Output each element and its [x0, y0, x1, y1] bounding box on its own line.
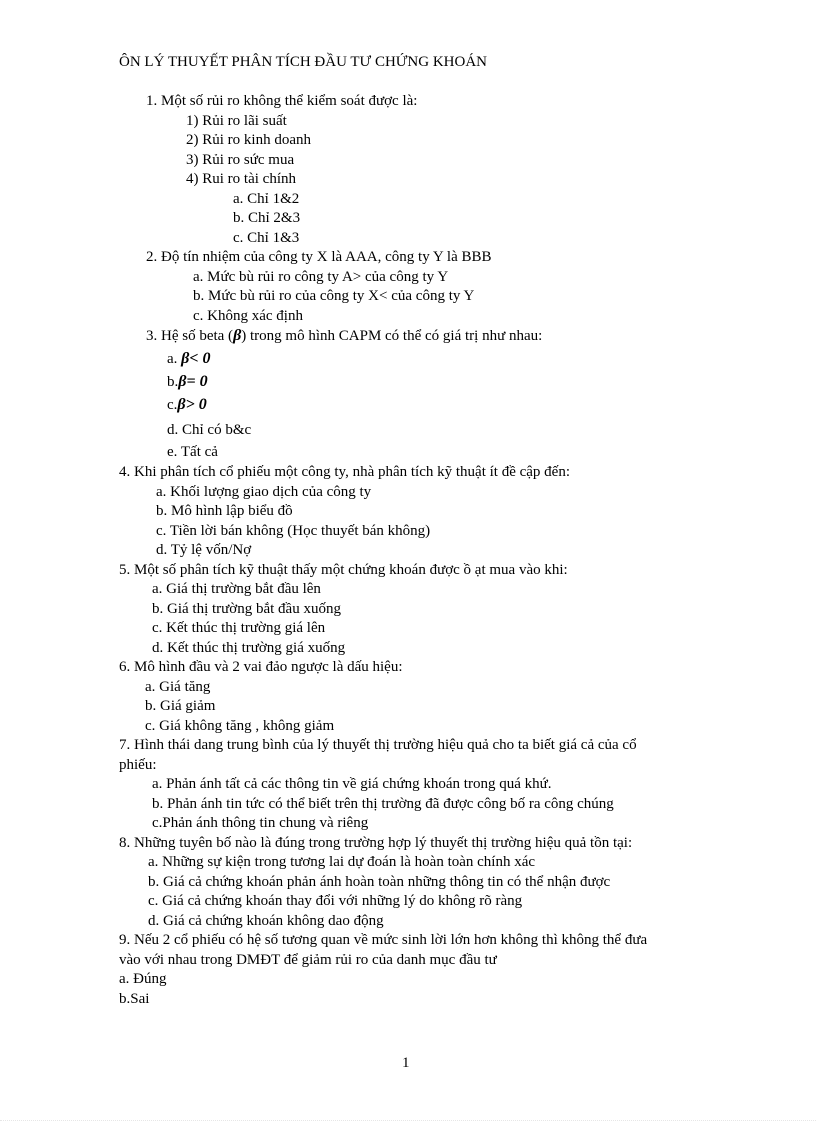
question-4-option: d. Tỷ lệ vốn/Nợ: [156, 542, 252, 558]
question-3-option-c: [167, 395, 207, 416]
question-3-stem-text: 3. Hệ số beta (: [146, 328, 234, 344]
question-7-option: c.Phản ánh thông tin chung và riêng: [152, 815, 369, 831]
question-1-stem: 1. Một số rủi ro không thể kiểm soát được là:: [146, 93, 418, 109]
question-8-option: a. Những sự kiện trong tương lai dự đoán là hoàn toàn chính xác: [148, 854, 536, 870]
question-1-option: a. Chỉ 1&2: [233, 191, 300, 207]
question-1-option: b. Chỉ 2&3: [233, 210, 301, 226]
question-3-option-a: [167, 349, 210, 370]
beta-formula: β> 0: [177, 396, 207, 413]
question-1-item: 1) Rủi ro lãi suất: [186, 113, 287, 129]
question-1-item: 4) Rui ro tài chính: [186, 171, 296, 187]
question-3-stem: [146, 326, 542, 347]
question-5-option: d. Kết thúc thị trường giá xuống: [152, 640, 346, 656]
question-9-option: b.Sai: [119, 991, 150, 1007]
question-8-option: b. Giá cả chứng khoán phản ánh hoàn toàn những thông tin có thể nhận được: [148, 874, 611, 890]
question-3-option-b: [167, 372, 208, 393]
question-4-option: b. Mô hình lập biểu đồ: [156, 503, 293, 519]
question-1-item: 3) Rủi ro sức mua: [186, 152, 295, 168]
question-9-option: a. Đúng: [119, 971, 167, 987]
question-2-stem: 2. Độ tín nhiệm của công ty X là AAA, công ty Y là BBB: [146, 249, 492, 265]
page-number: 1: [402, 1055, 410, 1071]
question-8-option: c. Giá cả chứng khoán thay đổi với những lý do không rõ ràng: [148, 893, 523, 909]
question-9-stem: 9. Nếu 2 cổ phiếu có hệ số tương quan về mức sinh lời lớn hơn không thì không thể đưa: [119, 932, 648, 948]
question-1-option: c. Chỉ 1&3: [233, 230, 300, 246]
question-7-option: b. Phản ánh tin tức có thể biết trên thị trường đã được công bố ra công chúng: [152, 796, 614, 812]
question-2-option: b. Mức bù rủi ro của công ty X< của công ty Y: [193, 288, 475, 304]
question-6-stem: 6. Mô hình đầu và 2 vai đảo ngược là dấu hiệu:: [119, 659, 403, 675]
beta-formula: β= 0: [178, 373, 208, 390]
question-6-option: c. Giá không tăng , không giảm: [145, 718, 335, 734]
question-5-option: a. Giá thị trường bắt đầu lên: [152, 581, 321, 597]
question-3-option-e: e. Tất cả: [167, 444, 218, 460]
question-7-stem: 7. Hình thái dang trung bình của lý thuyết thị trường hiệu quả cho ta biết giá cả của cổ: [119, 737, 637, 753]
question-2-option: c. Không xác định: [193, 308, 303, 324]
question-7-option: a. Phản ánh tất cả các thông tin về giá chứng khoán trong quá khứ.: [152, 776, 552, 792]
question-3-stem-text: ) trong mô hình CAPM có thể có giá trị như nhau:: [241, 328, 543, 344]
question-4-option: c. Tiền lời bán không (Học thuyết bán không): [156, 523, 431, 539]
question-2-option: a. Mức bù rủi ro công ty A> của công ty Y: [193, 269, 449, 285]
question-8-stem: 8. Những tuyên bố nào là đúng trong trường hợp lý thuyết thị trường hiệu quả tồn tại:: [119, 835, 633, 851]
beta-formula: β< 0: [181, 350, 211, 367]
question-1-item: 2) Rủi ro kinh doanh: [186, 132, 311, 148]
question-5-option: c. Kết thúc thị trường giá lên: [152, 620, 326, 636]
option-label: a.: [167, 351, 178, 367]
option-label: c.: [167, 397, 178, 413]
question-4-option: a. Khối lượng giao dịch của công ty: [156, 484, 372, 500]
question-5-option: b. Giá thị trường bắt đầu xuống: [152, 601, 341, 617]
question-3-option-d: d. Chỉ có b&c: [167, 422, 252, 438]
document-title: ÔN LÝ THUYẾT PHÂN TÍCH ĐẦU TƯ CHỨNG KHOÁN: [119, 54, 487, 70]
beta-symbol: β: [233, 327, 242, 344]
question-4-stem: 4. Khi phân tích cổ phiếu một công ty, nhà phân tích kỹ thuật ít đề cập đến:: [119, 464, 571, 480]
question-8-option: d. Giá cả chứng khoán không dao động: [148, 913, 384, 929]
question-7-stem-cont: phiếu:: [119, 757, 157, 773]
question-5-stem: 5. Một số phân tích kỹ thuật thấy một chứng khoán được ồ ạt mua vào khi:: [119, 562, 568, 578]
question-9-stem-cont: vào với nhau trong DMĐT để giảm rủi ro của danh mục đầu tư: [119, 952, 497, 968]
question-6-option: b. Giá giảm: [145, 698, 216, 714]
page-bottom-edge: [0, 1120, 816, 1121]
question-6-option: a. Giá tăng: [145, 679, 211, 695]
option-label: b.: [167, 374, 179, 390]
